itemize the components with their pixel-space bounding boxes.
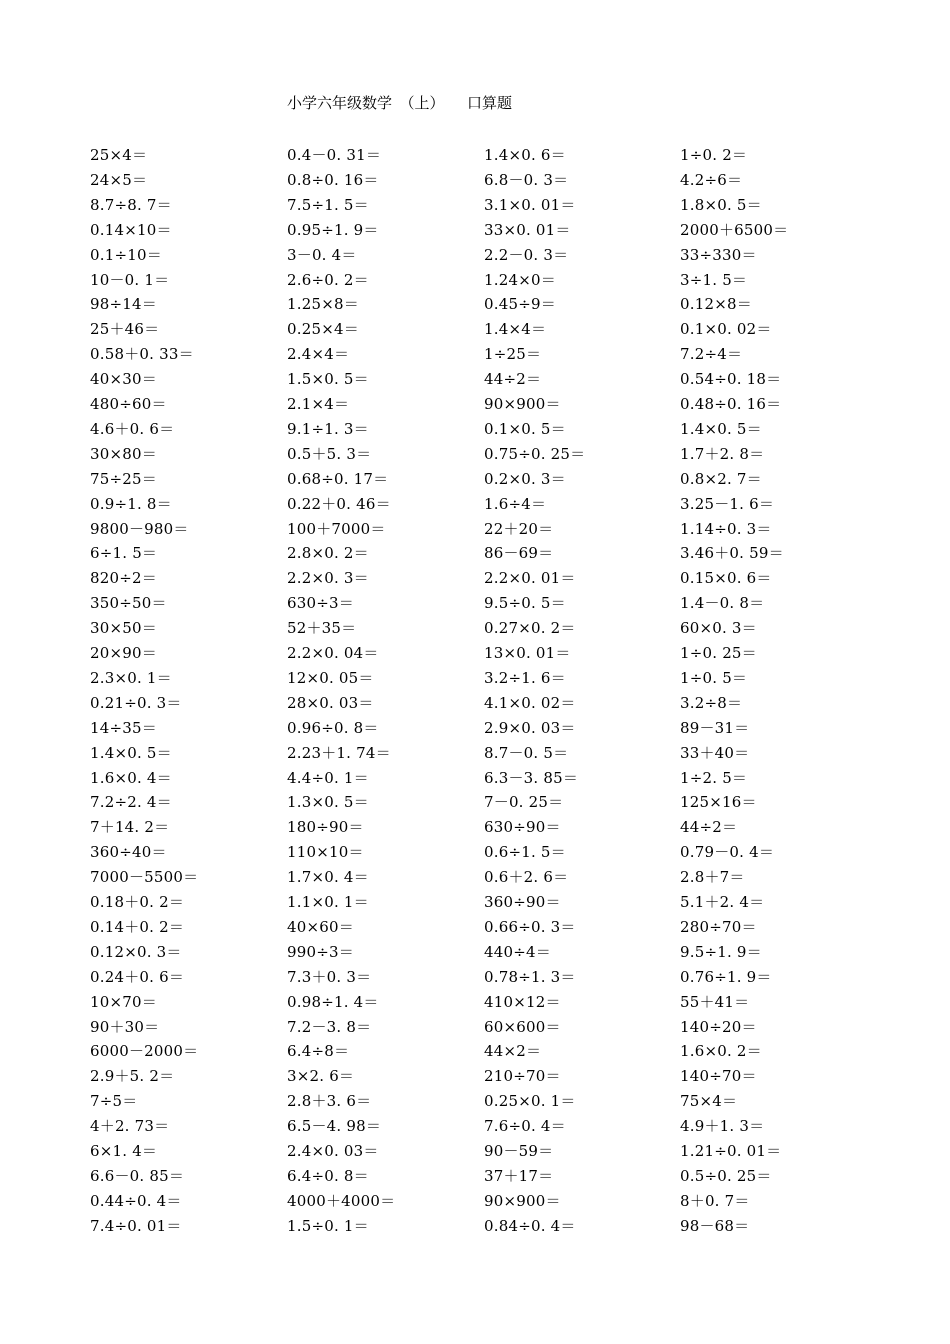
math-problem: 0.1÷10＝ <box>90 245 162 264</box>
math-problem: 360÷90＝ <box>484 893 561 911</box>
math-problem: 440÷4＝ <box>484 942 551 961</box>
math-problem: 0.96÷0. 8＝ <box>287 718 379 737</box>
math-problem: 7.4÷0. 01＝ <box>90 1216 182 1235</box>
math-problem: 1.1×0. 1＝ <box>287 893 369 911</box>
math-problem: 6.3－3. 85＝ <box>484 768 579 787</box>
math-problem: 7.2÷4＝ <box>680 345 743 364</box>
math-problem: 2.2×0. 3＝ <box>287 569 369 588</box>
page-title: 小学六年级数学 （上） 口算题 <box>287 94 513 112</box>
math-problem: 0.22＋0. 46＝ <box>287 494 391 513</box>
math-problem: 0.4－0. 31＝ <box>287 146 382 164</box>
math-problem: 1.6×0. 2＝ <box>680 1042 762 1061</box>
math-problem: 3－0. 4＝ <box>287 245 357 264</box>
math-problem: 7.2－3. 8＝ <box>287 1017 372 1036</box>
math-problem: 2.8＋3. 6＝ <box>287 1092 372 1111</box>
math-problem: 3÷1. 5＝ <box>680 270 748 289</box>
math-problem: 1.5×0. 5＝ <box>287 370 369 389</box>
math-problem: 1÷25＝ <box>484 345 542 364</box>
math-problem: 2.8＋7＝ <box>680 868 745 887</box>
math-problem: 1.7＋2. 8＝ <box>680 444 765 463</box>
math-problem: 55＋41＝ <box>680 992 750 1011</box>
math-problem: 25×4＝ <box>90 146 148 164</box>
math-problem: 4.6＋0. 6＝ <box>90 419 175 438</box>
math-problem: 0.12×8＝ <box>680 295 752 314</box>
math-problem: 7－0. 25＝ <box>484 793 564 812</box>
math-problem: 98－68＝ <box>680 1216 750 1235</box>
math-problem: 1÷0. 25＝ <box>680 644 757 662</box>
math-problem: 90＋30＝ <box>90 1017 160 1036</box>
math-problem: 2.9＋5. 2＝ <box>90 1067 175 1086</box>
math-problem: 0.8÷0. 16＝ <box>287 170 379 189</box>
math-problem: 2.1×4＝ <box>287 395 350 413</box>
math-problem: 2.2×0. 04＝ <box>287 644 379 662</box>
math-problem: 6.4÷8＝ <box>287 1042 350 1061</box>
math-problem: 98÷14＝ <box>90 295 157 314</box>
math-problem: 2.4×4＝ <box>287 345 350 364</box>
math-problem: 2.8×0. 2＝ <box>287 544 369 563</box>
math-problem: 6.4÷0. 8＝ <box>287 1166 369 1185</box>
math-problem: 90×900＝ <box>484 1191 561 1210</box>
math-problem: 480÷60＝ <box>90 395 167 413</box>
math-problem: 630÷90＝ <box>484 818 561 837</box>
math-problem: 33×0. 01＝ <box>484 220 571 239</box>
math-problem: 3.2÷1. 6＝ <box>484 668 566 687</box>
math-problem: 0.48÷0. 16＝ <box>680 395 782 413</box>
math-problem: 7＋14. 2＝ <box>90 818 170 837</box>
math-problem: 280÷70＝ <box>680 917 757 936</box>
math-problem: 90×900＝ <box>484 395 561 413</box>
math-problem: 4＋2. 73＝ <box>90 1117 170 1136</box>
math-problem: 0.79－0. 4＝ <box>680 843 775 862</box>
math-problem: 0.58＋0. 33＝ <box>90 345 194 364</box>
math-problem: 0.27×0. 2＝ <box>484 619 576 638</box>
math-problem: 3.1×0. 01＝ <box>484 195 576 214</box>
math-problem: 75×4＝ <box>680 1092 738 1111</box>
math-problem: 12×0. 05＝ <box>287 668 374 687</box>
math-problem: 86－69＝ <box>484 544 554 563</box>
math-problem: 4000＋4000＝ <box>287 1191 396 1210</box>
math-problem: 140÷70＝ <box>680 1067 757 1086</box>
math-problem: 3.46＋0. 59＝ <box>680 544 784 563</box>
math-problem: 0.66÷0. 3＝ <box>484 917 576 936</box>
math-problem: 30×50＝ <box>90 619 157 638</box>
math-problem: 7.3＋0. 3＝ <box>287 967 372 986</box>
math-problem: 0.44÷0. 4＝ <box>90 1191 182 1210</box>
math-problem: 1.6×0. 4＝ <box>90 768 172 787</box>
math-problem: 9.5÷1. 9＝ <box>680 942 762 961</box>
math-problem: 0.9÷1. 8＝ <box>90 494 172 513</box>
math-problem: 180÷90＝ <box>287 818 364 837</box>
math-problem: 28×0. 03＝ <box>287 693 374 712</box>
math-problem: 60×0. 3＝ <box>680 619 757 638</box>
math-problem: 0.6＋2. 6＝ <box>484 868 569 887</box>
math-problem: 2.2－0. 3＝ <box>484 245 569 264</box>
math-problem: 4.2÷6＝ <box>680 170 743 189</box>
math-problem: 410×12＝ <box>484 992 561 1011</box>
math-problem: 1.14÷0. 3＝ <box>680 519 772 538</box>
math-problem: 90－59＝ <box>484 1142 554 1160</box>
math-problem: 60×600＝ <box>484 1017 561 1036</box>
math-problem: 0.84÷0. 4＝ <box>484 1216 576 1235</box>
math-problem: 8.7－0. 5＝ <box>484 743 569 762</box>
math-problem: 44÷2＝ <box>680 818 738 837</box>
math-problem: 350÷50＝ <box>90 594 167 613</box>
math-problem: 5.1＋2. 4＝ <box>680 893 765 911</box>
math-problem: 0.75÷0. 25＝ <box>484 444 586 463</box>
math-problem: 1.24×0＝ <box>484 270 556 289</box>
math-problem: 1÷0. 5＝ <box>680 668 748 687</box>
math-problem: 0.15×0. 6＝ <box>680 569 772 588</box>
math-problem: 360÷40＝ <box>90 843 167 862</box>
math-problem: 2.6÷0. 2＝ <box>287 270 369 289</box>
math-problem: 30×80＝ <box>90 444 157 463</box>
math-problem: 4.9＋1. 3＝ <box>680 1117 765 1136</box>
math-problem: 8＋0. 7＝ <box>680 1191 750 1210</box>
math-problem: 10×70＝ <box>90 992 157 1011</box>
math-problem: 2.4×0. 03＝ <box>287 1142 379 1160</box>
math-problem: 6×1. 4＝ <box>90 1142 158 1160</box>
math-problem: 0.12×0. 3＝ <box>90 942 182 961</box>
math-problem: 0.45÷9＝ <box>484 295 556 314</box>
math-problem: 2.23＋1. 74＝ <box>287 743 391 762</box>
math-problem: 6÷1. 5＝ <box>90 544 158 563</box>
math-problem: 2.2×0. 01＝ <box>484 569 576 588</box>
math-problem: 7.6÷0. 4＝ <box>484 1117 566 1136</box>
math-problem: 89－31＝ <box>680 718 750 737</box>
math-problem: 44×2＝ <box>484 1042 542 1061</box>
math-problem: 0.76÷1. 9＝ <box>680 967 772 986</box>
math-problem: 0.14＋0. 2＝ <box>90 917 185 936</box>
math-problem: 3×2. 6＝ <box>287 1067 355 1086</box>
math-problem: 0.14×10＝ <box>90 220 172 239</box>
math-problem: 110×10＝ <box>287 843 364 862</box>
math-problem: 0.2×0. 3＝ <box>484 469 566 488</box>
math-problem: 0.6÷1. 5＝ <box>484 843 566 862</box>
math-problem: 22＋20＝ <box>484 519 554 538</box>
math-problem: 1.4×0. 5＝ <box>680 419 762 438</box>
math-problem: 4.4÷0. 1＝ <box>287 768 369 787</box>
math-problem: 7000－5500＝ <box>90 868 199 887</box>
math-problem: 0.98÷1. 4＝ <box>287 992 379 1011</box>
math-problem: 6.6－0. 85＝ <box>90 1166 185 1185</box>
math-problem: 1.4×4＝ <box>484 320 547 339</box>
math-problem: 7.2÷2. 4＝ <box>90 793 172 812</box>
math-problem: 1.7×0. 4＝ <box>287 868 369 887</box>
math-problem: 6.5－4. 98＝ <box>287 1117 382 1136</box>
math-problem: 52＋35＝ <box>287 619 357 638</box>
math-problem: 1.25×8＝ <box>287 295 359 314</box>
math-problem: 1.3×0. 5＝ <box>287 793 369 812</box>
math-problem: 0.24＋0. 6＝ <box>90 967 185 986</box>
math-problem: 7÷5＝ <box>90 1092 138 1111</box>
math-problem: 990÷3＝ <box>287 942 354 961</box>
math-problem: 820÷2＝ <box>90 569 157 588</box>
math-problem: 37＋17＝ <box>484 1166 554 1185</box>
math-problem: 10－0. 1＝ <box>90 270 170 289</box>
math-problem: 1.8×0. 5＝ <box>680 195 762 214</box>
math-problem: 210÷70＝ <box>484 1067 561 1086</box>
math-problem: 100＋7000＝ <box>287 519 386 538</box>
math-problem: 6000－2000＝ <box>90 1042 199 1061</box>
math-problem: 9.1÷1. 3＝ <box>287 419 369 438</box>
math-problem: 9.5÷0. 5＝ <box>484 594 566 613</box>
math-problem: 0.25×4＝ <box>287 320 359 339</box>
math-problem: 8.7÷8. 7＝ <box>90 195 172 214</box>
math-problem: 24×5＝ <box>90 170 148 189</box>
math-problem: 1.4×0. 6＝ <box>484 146 566 164</box>
math-problem: 1.6÷4＝ <box>484 494 547 513</box>
math-problem: 9800－980＝ <box>90 519 189 538</box>
math-problem: 140÷20＝ <box>680 1017 757 1036</box>
math-problem: 0.5÷0. 25＝ <box>680 1166 772 1185</box>
math-problem: 4.1×0. 02＝ <box>484 693 576 712</box>
math-problem: 1.21÷0. 01＝ <box>680 1142 782 1160</box>
math-problem: 0.95÷1. 9＝ <box>287 220 379 239</box>
math-problem: 2.9×0. 03＝ <box>484 718 576 737</box>
math-problem: 2000＋6500＝ <box>680 220 789 239</box>
math-problem: 0.5＋5. 3＝ <box>287 444 372 463</box>
math-problem: 125×16＝ <box>680 793 757 812</box>
math-problem: 3.2÷8＝ <box>680 693 743 712</box>
math-problem: 1÷2. 5＝ <box>680 768 748 787</box>
math-problem: 0.18＋0. 2＝ <box>90 893 185 911</box>
math-problem: 14÷35＝ <box>90 718 157 737</box>
math-problem: 0.25×0. 1＝ <box>484 1092 576 1111</box>
math-problem: 630÷3＝ <box>287 594 354 613</box>
math-problem: 33÷330＝ <box>680 245 757 264</box>
math-problem: 40×30＝ <box>90 370 157 389</box>
math-problem: 1.4－0. 8＝ <box>680 594 765 613</box>
math-problem: 0.1×0. 02＝ <box>680 320 772 339</box>
math-problem: 7.5÷1. 5＝ <box>287 195 369 214</box>
math-problem: 6.8－0. 3＝ <box>484 170 569 189</box>
math-problem: 25＋46＝ <box>90 320 160 339</box>
math-problem: 0.21÷0. 3＝ <box>90 693 182 712</box>
math-problem: 1.4×0. 5＝ <box>90 743 172 762</box>
math-problem: 75÷25＝ <box>90 469 157 488</box>
math-problem: 13×0. 01＝ <box>484 644 571 662</box>
math-problem: 0.54÷0. 18＝ <box>680 370 782 389</box>
math-problem: 20×90＝ <box>90 644 157 662</box>
math-problem: 0.1×0. 5＝ <box>484 419 566 438</box>
math-problem: 3.25－1. 6＝ <box>680 494 775 513</box>
math-problem: 0.8×2. 7＝ <box>680 469 762 488</box>
math-problem: 1÷0. 2＝ <box>680 146 748 164</box>
math-problem: 44÷2＝ <box>484 370 542 389</box>
math-problem: 2.3×0. 1＝ <box>90 668 172 687</box>
math-problem: 1.5÷0. 1＝ <box>287 1216 369 1235</box>
math-problem: 0.68÷0. 17＝ <box>287 469 389 488</box>
math-problem: 33＋40＝ <box>680 743 750 762</box>
math-problem: 0.78÷1. 3＝ <box>484 967 576 986</box>
math-problem: 40×60＝ <box>287 917 354 936</box>
